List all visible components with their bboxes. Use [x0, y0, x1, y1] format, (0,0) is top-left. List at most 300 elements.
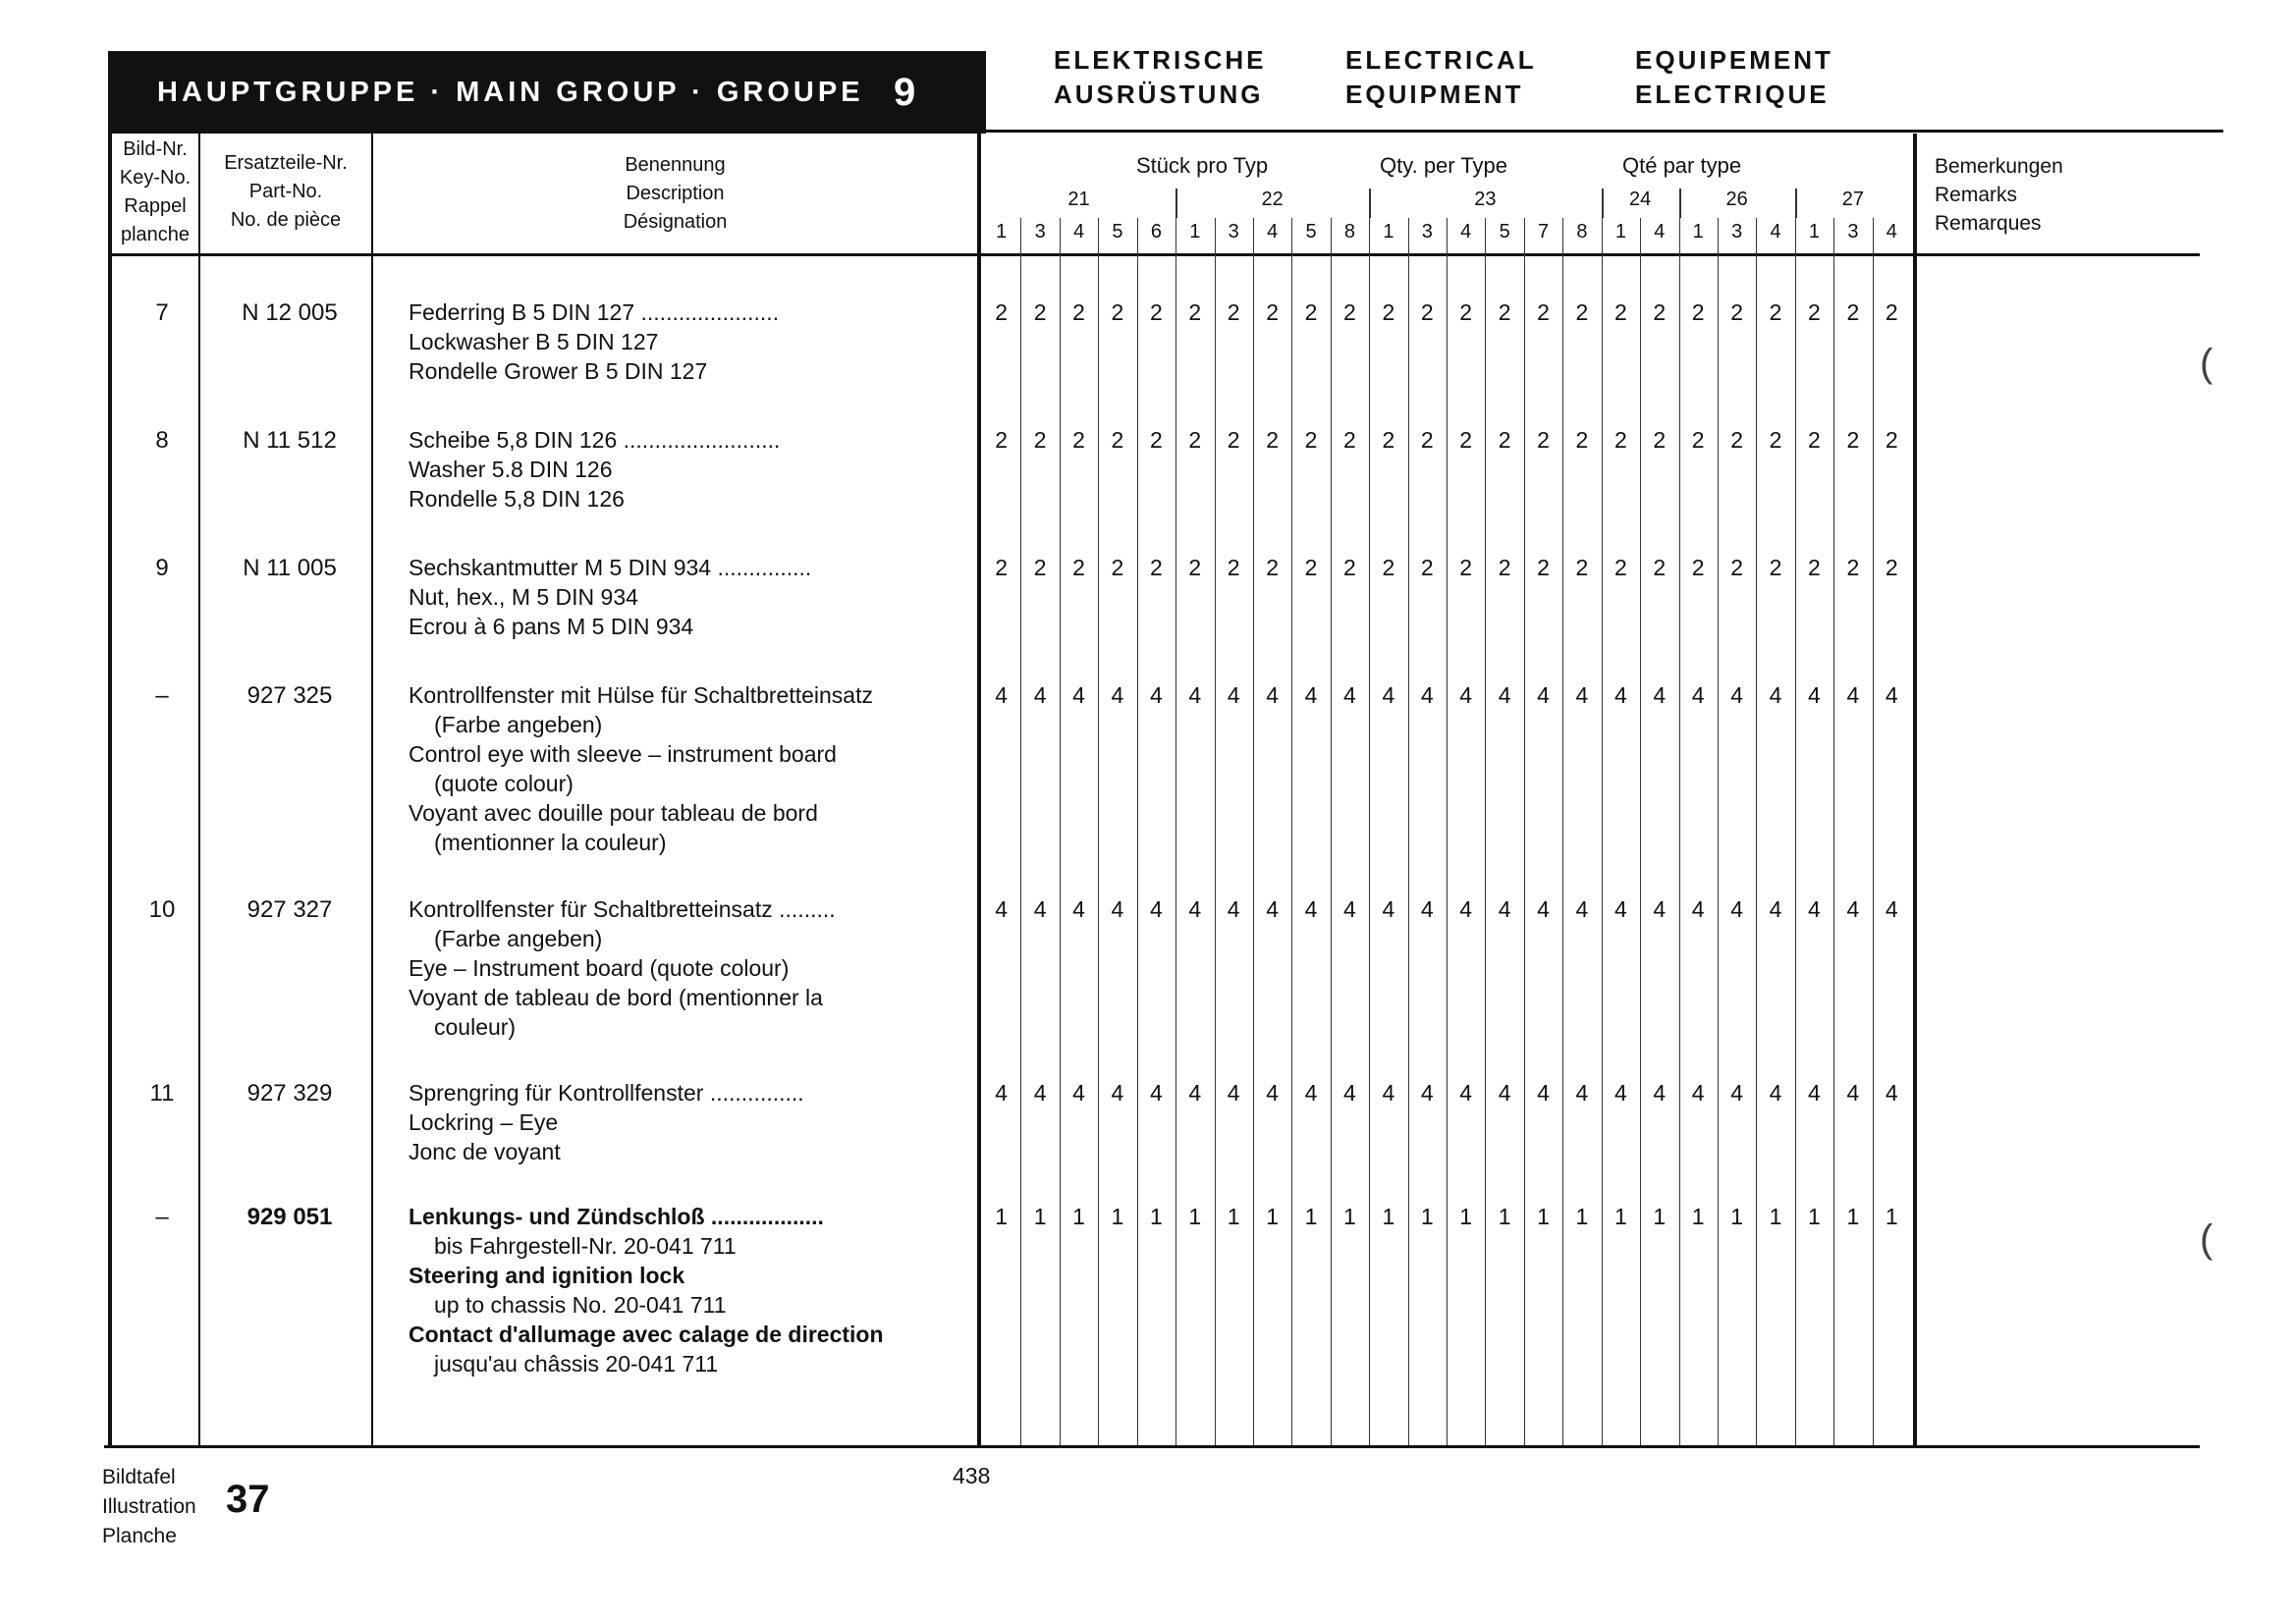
qty-cell: 4 — [1188, 1080, 1202, 1106]
qty-cell: 1 — [1266, 1204, 1280, 1229]
qty-cell: 4 — [1188, 682, 1202, 708]
qty-cell: 4 — [1730, 1080, 1744, 1106]
qty-cell: 4 — [1227, 682, 1240, 708]
qty-cell: 1 — [1498, 1204, 1511, 1229]
header-bottom-rule — [108, 253, 2200, 256]
qty-cell: 2 — [1149, 555, 1163, 580]
qty-cell: 1 — [1111, 1204, 1124, 1229]
qty-cell: 2 — [1072, 555, 1085, 580]
type-variant-number: 4 — [1460, 221, 1472, 243]
qty-cell: 1 — [1885, 1204, 1898, 1229]
qty-cell: 2 — [1111, 299, 1124, 325]
qty-cell: 2 — [1266, 427, 1280, 453]
qty-cell: 2 — [1769, 427, 1782, 453]
qty-column-line — [1756, 218, 1757, 1445]
qty-cell: 4 — [1885, 1080, 1898, 1106]
type-variant-number: 1 — [1692, 221, 1704, 243]
part-no-cell: N 11 512 — [243, 427, 337, 454]
section-title-de: ELEKTRISCHE AUSRÜSTUNG — [1054, 45, 1267, 109]
description-cell — [409, 894, 949, 1042]
qty-header-fr: Qté par type — [1622, 153, 1742, 178]
qty-cell: 2 — [1808, 555, 1821, 580]
part-no-header: Ersatzteile-Nr. Part-No. No. de pièce — [224, 152, 348, 231]
qty-cell: 2 — [1227, 299, 1240, 325]
qty-cell: 4 — [1420, 682, 1434, 708]
qty-column-line — [1873, 218, 1874, 1445]
qty-column-line — [1718, 218, 1719, 1445]
type-variant-number: 7 — [1537, 221, 1550, 243]
qty-cell: 2 — [1227, 427, 1240, 453]
qty-cell: 4 — [1885, 896, 1898, 922]
qty-cell: 2 — [1304, 427, 1318, 453]
qty-cell: 4 — [1149, 682, 1163, 708]
qty-cell: 4 — [1072, 1080, 1085, 1106]
type-group-separator — [1602, 189, 1604, 218]
qty-cell: 2 — [1846, 299, 1860, 325]
type-group-number: 26 — [1725, 189, 1748, 210]
qty-cell: 2 — [1537, 555, 1550, 580]
qty-column-line — [1795, 218, 1796, 1445]
remark-mark: ( — [2200, 1217, 2214, 1261]
qty-cell: 1 — [1420, 1204, 1434, 1229]
qty-cell: 2 — [995, 555, 1009, 580]
qty-cell: 1 — [1691, 1204, 1705, 1229]
qty-cell: 2 — [1420, 555, 1434, 580]
qty-cell: 2 — [1769, 299, 1782, 325]
description-cell — [409, 425, 949, 513]
section-title-en: ELECTRICAL EQUIPMENT — [1345, 45, 1537, 109]
qty-cell: 2 — [1730, 555, 1744, 580]
column-divider-remarks — [1913, 134, 1917, 1447]
key-no-cell: 9 — [155, 555, 169, 581]
key-no-cell: 7 — [155, 299, 169, 326]
description-line: Steering and ignition lock — [409, 1263, 685, 1288]
qty-cell: 2 — [1343, 299, 1356, 325]
qty-cell: 2 — [1382, 427, 1395, 453]
type-variant-number: 6 — [1150, 221, 1162, 243]
qty-column-line — [1020, 218, 1021, 1445]
qty-cell: 2 — [1188, 299, 1202, 325]
qty-cell: 4 — [1072, 896, 1085, 922]
qty-cell: 1 — [1613, 1204, 1627, 1229]
qty-cell: 2 — [1149, 427, 1163, 453]
description-line: (Farbe angeben) — [434, 712, 603, 737]
qty-cell: 4 — [1846, 1080, 1860, 1106]
qty-column-line — [1485, 218, 1486, 1445]
qty-cell: 2 — [1653, 299, 1667, 325]
type-variant-number: 4 — [1886, 221, 1897, 243]
key-no-cell: 11 — [149, 1080, 175, 1107]
remark-mark: ( — [2200, 342, 2214, 385]
description-line: Kontrollfenster mit Hülse für Schaltbretteinsatz — [409, 682, 873, 708]
description-line: Jonc de voyant — [409, 1139, 561, 1164]
qty-cell: 2 — [1033, 427, 1047, 453]
qty-cell: 4 — [1691, 1080, 1705, 1106]
type-group-number: 24 — [1628, 189, 1652, 210]
type-variant-number: 4 — [1072, 221, 1085, 243]
qty-column-line — [1640, 218, 1641, 1445]
description-cell — [409, 297, 949, 386]
qty-cell: 4 — [1498, 682, 1511, 708]
page-number: 438 — [953, 1463, 991, 1488]
type-group-number: 27 — [1841, 189, 1864, 210]
qty-cell: 2 — [1188, 427, 1202, 453]
qty-cell: 2 — [1575, 299, 1589, 325]
description-line: up to chassis No. 20-041 711 — [434, 1292, 727, 1318]
qty-cell: 4 — [1149, 1080, 1163, 1106]
qty-cell: 4 — [1613, 682, 1627, 708]
qty-column-line — [1602, 218, 1603, 1445]
type-variant-number: 1 — [996, 221, 1008, 243]
part-no-cell: 929 051 — [246, 1204, 333, 1230]
qty-cell: 1 — [1575, 1204, 1589, 1229]
qty-cell: 2 — [1691, 427, 1705, 453]
type-variant-number: 1 — [1614, 221, 1626, 243]
qty-column-line — [1098, 218, 1099, 1445]
description-cell — [409, 1078, 949, 1166]
description-line: Lenkungs- und Zündschloß .................. — [409, 1204, 824, 1229]
description-line: Control eye with sleeve – instrument board — [409, 741, 837, 767]
part-no-cell: N 11 005 — [243, 555, 337, 581]
qty-cell: 4 — [1575, 682, 1589, 708]
qty-cell: 2 — [1653, 427, 1667, 453]
qty-cell: 4 — [1304, 896, 1318, 922]
type-variant-number: 1 — [1189, 221, 1201, 243]
qty-cell: 1 — [1808, 1204, 1821, 1229]
description-line: Voyant de tableau de bord (mentionner la — [409, 985, 823, 1010]
qty-cell: 4 — [1188, 896, 1202, 922]
qty-cell: 2 — [1498, 299, 1511, 325]
qty-cell: 2 — [1072, 299, 1085, 325]
qty-cell: 4 — [1382, 896, 1395, 922]
qty-cell: 2 — [1613, 299, 1627, 325]
qty-cell: 4 — [1691, 682, 1705, 708]
qty-cell: 2 — [1072, 427, 1085, 453]
qty-cell: 2 — [1227, 555, 1240, 580]
qty-cell: 2 — [1653, 555, 1667, 580]
type-variant-number: 4 — [1267, 221, 1279, 243]
description-cell — [409, 1202, 949, 1378]
description-line: Contact d'allumage avec calage de direction — [409, 1322, 884, 1347]
qty-cell: 4 — [1111, 1080, 1124, 1106]
qty-cell: 4 — [1304, 1080, 1318, 1106]
group-number: 9 — [894, 70, 916, 114]
qty-cell: 1 — [1227, 1204, 1240, 1229]
qty-cell: 2 — [1846, 555, 1860, 580]
qty-cell: 2 — [1033, 299, 1047, 325]
type-group-number: 21 — [1067, 189, 1090, 210]
qty-cell: 1 — [1459, 1204, 1473, 1229]
qty-column-line — [1562, 218, 1563, 1445]
qty-cell: 4 — [1382, 1080, 1395, 1106]
type-variant-number: 5 — [1112, 221, 1123, 243]
qty-cell: 2 — [1537, 299, 1550, 325]
qty-cell: 2 — [1769, 555, 1782, 580]
qty-cell: 4 — [1343, 896, 1356, 922]
qty-cell: 4 — [1537, 682, 1550, 708]
plate-label: Bildtafel Illustration Planche — [102, 1466, 196, 1547]
qty-column-line — [1175, 218, 1176, 1445]
table-bottom-rule — [104, 1445, 2200, 1448]
qty-cell: 1 — [1769, 1204, 1782, 1229]
qty-cell: 4 — [1459, 1080, 1473, 1106]
qty-column-line — [1524, 218, 1525, 1445]
qty-column-line — [1215, 218, 1216, 1445]
qty-cell: 2 — [1266, 555, 1280, 580]
qty-cell: 2 — [1459, 299, 1473, 325]
qty-column-line — [1408, 218, 1409, 1445]
qty-cell: 4 — [1227, 896, 1240, 922]
qty-cell: 2 — [1575, 555, 1589, 580]
qty-column-line — [1253, 218, 1254, 1445]
description-line: Sprengring für Kontrollfenster ............... — [409, 1080, 804, 1106]
qty-column-line — [1447, 218, 1448, 1445]
qty-cell: 2 — [1111, 555, 1124, 580]
type-group-number: 22 — [1261, 189, 1284, 210]
qty-cell: 2 — [1266, 299, 1280, 325]
qty-column-line — [1291, 218, 1292, 1445]
qty-cell: 1 — [1382, 1204, 1395, 1229]
qty-cell: 1 — [1188, 1204, 1202, 1229]
description-line: bis Fahrgestell-Nr. 20-041 711 — [434, 1233, 737, 1259]
qty-cell: 2 — [1885, 299, 1898, 325]
qty-cell: 2 — [1382, 299, 1395, 325]
qty-cell: 1 — [1072, 1204, 1085, 1229]
column-divider-description — [977, 134, 981, 1447]
type-variant-number: 3 — [1034, 221, 1046, 243]
type-group-separator — [1369, 189, 1371, 218]
qty-cell: 2 — [1382, 555, 1395, 580]
qty-cell: 4 — [1420, 896, 1434, 922]
qty-cell: 2 — [995, 299, 1009, 325]
qty-cell: 4 — [1033, 682, 1047, 708]
qty-cell: 4 — [1072, 682, 1085, 708]
qty-cell: 4 — [1653, 682, 1667, 708]
qty-cell: 2 — [1459, 555, 1473, 580]
qty-cell: 4 — [1769, 896, 1782, 922]
qty-cell: 2 — [1149, 299, 1163, 325]
description-header: Benennung Description Désignation — [623, 154, 728, 233]
qty-cell: 4 — [1846, 682, 1860, 708]
description-line: Scheibe 5,8 DIN 126 ......................... — [409, 427, 781, 453]
type-variant-number: 3 — [1731, 221, 1743, 243]
qty-column-line — [1369, 218, 1370, 1445]
qty-cell: 4 — [1111, 682, 1124, 708]
part-no-cell: N 12 005 — [242, 299, 338, 326]
description-line: jusqu'au châssis 20-041 711 — [434, 1351, 719, 1377]
qty-cell: 1 — [1149, 1204, 1163, 1229]
qty-cell: 4 — [1769, 682, 1782, 708]
key-no-cell: 8 — [155, 427, 169, 454]
qty-cell: 4 — [1033, 896, 1047, 922]
qty-cell: 4 — [1691, 896, 1705, 922]
qty-cell: 4 — [1613, 896, 1627, 922]
type-variant-number: 4 — [1770, 221, 1781, 243]
type-variant-number: 1 — [1808, 221, 1821, 243]
type-variant-number: 5 — [1305, 221, 1317, 243]
qty-cell: 4 — [1575, 1080, 1589, 1106]
qty-cell: 2 — [995, 427, 1009, 453]
description-line: (mentionner la couleur) — [434, 830, 667, 855]
qty-cell: 2 — [1420, 427, 1434, 453]
qty-cell: 4 — [1304, 682, 1318, 708]
type-variant-number: 5 — [1499, 221, 1510, 243]
qty-column-line — [1137, 218, 1138, 1445]
description-line: Voyant avec douille pour tableau de bord — [409, 800, 818, 826]
qty-cell: 4 — [1653, 1080, 1667, 1106]
key-no-header: Bild-Nr. Key-No. Rappel planche — [119, 138, 191, 245]
qty-cell: 4 — [1149, 896, 1163, 922]
qty-cell: 2 — [1808, 427, 1821, 453]
key-no-cell: – — [155, 1204, 169, 1230]
qty-cell: 4 — [1420, 1080, 1434, 1106]
qty-cell: 4 — [1730, 896, 1744, 922]
qty-cell: 1 — [1846, 1204, 1860, 1229]
main-group-banner — [108, 51, 986, 134]
qty-cell: 4 — [1459, 896, 1473, 922]
qty-column-line — [1833, 218, 1834, 1445]
qty-column-line — [1679, 218, 1680, 1445]
qty-cell: 4 — [1846, 896, 1860, 922]
description-line: Lockring – Eye — [409, 1109, 559, 1135]
qty-cell: 2 — [1420, 299, 1434, 325]
qty-cell: 4 — [1653, 896, 1667, 922]
qty-cell: 2 — [1498, 427, 1511, 453]
qty-cell: 4 — [1382, 682, 1395, 708]
qty-cell: 4 — [1498, 896, 1511, 922]
qty-cell: 2 — [1730, 427, 1744, 453]
qty-cell: 2 — [1304, 555, 1318, 580]
column-divider-key — [198, 134, 200, 1447]
type-group-separator — [1175, 189, 1177, 218]
description-line: Ecrou à 6 pans M 5 DIN 934 — [409, 614, 694, 639]
qty-cell: 4 — [1808, 682, 1821, 708]
part-no-cell: 927 325 — [246, 682, 333, 709]
qty-header-de: Stück pro Typ — [1136, 153, 1269, 178]
qty-header-en: Qty. per Type — [1380, 153, 1508, 178]
section-title-fr: EQUIPEMENT ELECTRIQUE — [1635, 45, 1833, 109]
description-cell — [409, 680, 949, 857]
description-line: Lockwasher B 5 DIN 127 — [409, 329, 659, 354]
qty-cell: 2 — [1808, 299, 1821, 325]
qty-cell: 2 — [1111, 427, 1124, 453]
qty-cell: 1 — [1537, 1204, 1550, 1229]
description-line: couleur) — [434, 1014, 517, 1040]
description-line: Sechskantmutter M 5 DIN 934 ............... — [409, 555, 812, 580]
type-group-number: 23 — [1474, 189, 1497, 210]
qty-cell: 4 — [1885, 682, 1898, 708]
qty-cell: 4 — [1266, 1080, 1280, 1106]
description-line: Eye – Instrument board (quote colour) — [409, 955, 790, 981]
qty-column-line — [1060, 218, 1061, 1445]
qty-cell: 2 — [1885, 427, 1898, 453]
qty-column-line — [1331, 218, 1332, 1445]
qty-cell: 4 — [1111, 896, 1124, 922]
qty-cell: 2 — [1188, 555, 1202, 580]
type-variant-number: 3 — [1421, 221, 1433, 243]
qty-cell: 2 — [1885, 555, 1898, 580]
qty-cell: 4 — [1808, 1080, 1821, 1106]
remarks-header: Bemerkungen Remarks Remarques — [1935, 155, 2063, 235]
qty-cell: 2 — [1691, 299, 1705, 325]
qty-cell: 1 — [1343, 1204, 1356, 1229]
qty-cell: 4 — [1613, 1080, 1627, 1106]
qty-cell: 4 — [1537, 896, 1550, 922]
qty-cell: 2 — [1730, 299, 1744, 325]
description-line: Rondelle 5,8 DIN 126 — [409, 486, 625, 512]
qty-cell: 1 — [1304, 1204, 1318, 1229]
key-no-cell: – — [155, 682, 169, 709]
type-variant-number: 3 — [1228, 221, 1239, 243]
qty-cell: 2 — [1613, 427, 1627, 453]
qty-cell: 2 — [1613, 555, 1627, 580]
part-no-cell: 927 327 — [246, 896, 333, 923]
type-variant-number: 8 — [1343, 221, 1356, 243]
qty-cell: 4 — [1575, 896, 1589, 922]
description-cell — [409, 553, 949, 641]
qty-cell: 4 — [1266, 682, 1280, 708]
type-variant-number: 8 — [1576, 221, 1588, 243]
qty-cell: 2 — [1498, 555, 1511, 580]
qty-cell: 4 — [1769, 1080, 1782, 1106]
description-line: Rondelle Grower B 5 DIN 127 — [409, 358, 708, 384]
header-rule-right — [986, 130, 2223, 133]
description-line: (quote colour) — [434, 771, 574, 796]
qty-cell: 2 — [1459, 427, 1473, 453]
qty-cell: 4 — [1730, 682, 1744, 708]
type-variant-number: 3 — [1847, 221, 1859, 243]
type-variant-number: 1 — [1383, 221, 1394, 243]
qty-cell: 2 — [1537, 427, 1550, 453]
qty-cell: 4 — [1343, 682, 1356, 708]
qty-cell: 4 — [1808, 896, 1821, 922]
qty-cell: 2 — [1033, 555, 1047, 580]
type-group-separator — [1795, 189, 1797, 218]
qty-cell: 4 — [1227, 1080, 1240, 1106]
plate-number: 37 — [226, 1478, 270, 1521]
qty-cell: 1 — [1033, 1204, 1047, 1229]
type-variant-number: 4 — [1654, 221, 1666, 243]
column-divider-part — [371, 134, 373, 1447]
qty-cell: 2 — [1343, 555, 1356, 580]
description-line: Federring B 5 DIN 127 ...................... — [409, 299, 780, 325]
description-line: Kontrollfenster für Schaltbretteinsatz ......... — [409, 896, 836, 922]
main-group-title: HAUPTGRUPPE · MAIN GROUP · GROUPE — [157, 76, 864, 108]
key-no-cell: 10 — [148, 896, 176, 923]
qty-cell: 2 — [1846, 427, 1860, 453]
qty-cell: 2 — [1575, 427, 1589, 453]
qty-cell: 4 — [995, 1080, 1009, 1106]
qty-cell: 4 — [1498, 1080, 1511, 1106]
qty-cell: 2 — [1343, 427, 1356, 453]
qty-cell: 2 — [1304, 299, 1318, 325]
description-line: (Farbe angeben) — [434, 926, 603, 951]
table-left-border — [108, 134, 112, 1447]
qty-cell: 4 — [1343, 1080, 1356, 1106]
qty-cell: 4 — [995, 682, 1009, 708]
description-line: Nut, hex., M 5 DIN 934 — [409, 584, 638, 610]
qty-cell: 1 — [1730, 1204, 1744, 1229]
qty-cell: 1 — [995, 1204, 1009, 1229]
description-line: Washer 5.8 DIN 126 — [409, 457, 613, 482]
type-group-separator — [1679, 189, 1681, 218]
qty-cell: 4 — [1033, 1080, 1047, 1106]
qty-cell: 2 — [1691, 555, 1705, 580]
qty-cell: 1 — [1653, 1204, 1667, 1229]
qty-cell: 4 — [1459, 682, 1473, 708]
part-no-cell: 927 329 — [246, 1080, 333, 1107]
qty-cell: 4 — [995, 896, 1009, 922]
